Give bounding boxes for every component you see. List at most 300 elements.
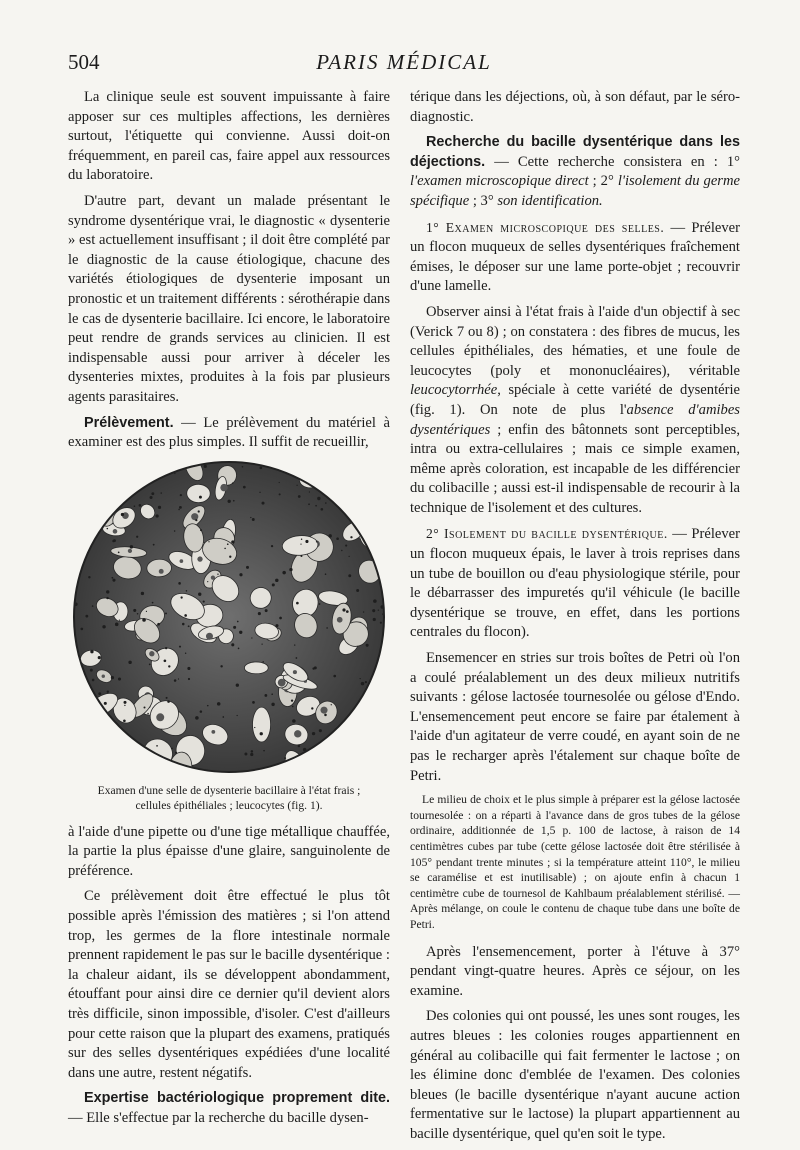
bacterium-dot [296, 657, 298, 659]
bacterium-dot [262, 501, 265, 504]
bacterium-dot [76, 727, 79, 730]
bacterium-dot [111, 577, 113, 579]
bacterium-dot [244, 752, 247, 755]
bacterium-dot [102, 625, 105, 628]
cell [347, 757, 367, 771]
bacterium-dot [300, 555, 302, 557]
bacterium-dot [271, 693, 273, 695]
bacterium-dot [130, 762, 132, 764]
bacterium-dot [373, 599, 377, 603]
bacterium-dot [326, 627, 328, 629]
bacterium-dot [90, 668, 93, 671]
bacterium-dot [137, 613, 139, 615]
bacterium-dot [208, 541, 209, 542]
paragraph: à l'aide d'une pipette ou d'une tige métallique chauffée, la partie la plus épaisse d'une glaire, sanguinolente de préférence. [68, 823, 390, 879]
bacterium-dot [342, 608, 345, 611]
cell-nucleus [159, 569, 164, 574]
bacterium-dot [156, 745, 158, 747]
bacterium-dot [379, 661, 381, 663]
bacterium-dot [252, 701, 255, 704]
bacterium-dot [165, 647, 167, 649]
bacterium-dot [203, 600, 205, 602]
bacterium-dot [112, 578, 115, 581]
bacterium-dot [157, 623, 160, 626]
cell-nucleus [376, 481, 384, 489]
bacterium-dot [373, 618, 376, 621]
cell-nucleus [197, 556, 202, 561]
bacterium-dot [259, 491, 260, 492]
bacterium-dot [312, 667, 314, 669]
bacterium-dot [263, 750, 265, 752]
bacterium-dot [167, 700, 170, 703]
bacterium-dot [271, 702, 274, 705]
cell-nucleus [306, 475, 311, 480]
bacterium-dot [171, 747, 173, 749]
bacterium-dot [356, 589, 359, 592]
bacterium-dot [96, 711, 98, 713]
bacterium-dot [160, 492, 162, 494]
bacterium-dot [261, 643, 262, 644]
figure-caption: Examen d'une selle de dysenterie bacillaire à l'état frais ; cellules épithéliales ; leucocytes (fig. 1). [97, 783, 361, 812]
bacterium-dot [237, 620, 239, 622]
paragraph: 1° Examen microscopique des selles. — Prélever un flocon muqueux de selles dysentériques fraîchement émises, le déposer sur une lame porte-objet ; recouvrir d'une lamelle. [410, 219, 740, 295]
bacterium-dot [128, 660, 131, 663]
bacterium-dot [164, 659, 167, 662]
bacterium-dot [184, 614, 187, 617]
bacterium-dot [149, 663, 151, 665]
bacterium-dot [150, 496, 153, 499]
bacterium-dot [220, 665, 222, 667]
paragraph: Prélèvement. — Le prélèvement du matériel à examiner est des plus simples. Il suffit de recueillir, [68, 414, 390, 451]
bacterium-dot [217, 573, 218, 574]
bacterium-dot [74, 467, 76, 469]
cell [295, 459, 324, 481]
cell [86, 727, 111, 752]
bacterium-dot [325, 573, 327, 575]
bacterium-dot [141, 479, 143, 481]
bacterium-dot [185, 652, 186, 653]
bacterium-dot [79, 528, 82, 531]
bacterium-dot [174, 679, 177, 682]
bacterium-dot [136, 767, 138, 769]
bacterium-dot [174, 530, 175, 531]
bacterium-dot [291, 699, 293, 701]
figure-microscope [68, 459, 390, 775]
bacterium-dot [136, 535, 138, 537]
bacterium-dot [251, 750, 254, 753]
bacterium-dot [142, 618, 146, 622]
subsection-heading: 2° Isolement du bacille dysentérique. [426, 526, 668, 542]
bacterium-dot [179, 506, 182, 509]
bacterium-dot [265, 609, 268, 612]
bacterium-dot [236, 683, 239, 686]
bacterium-dot [254, 727, 255, 728]
bacterium-dot [348, 574, 351, 577]
bacterium-dot [71, 641, 72, 643]
cell-nucleus [211, 730, 215, 734]
page-header [68, 50, 740, 80]
cell-nucleus [128, 548, 132, 552]
bacterium-dot [374, 491, 376, 493]
bacterium-dot [296, 601, 299, 604]
bacterium-dot [198, 592, 201, 595]
bacterium-dot [347, 494, 350, 497]
bacterium-dot [217, 702, 221, 706]
bacterium-dot [200, 710, 203, 713]
bacterium-dot [231, 540, 234, 543]
bacterium-dot [153, 543, 155, 545]
bacterium-dot [158, 464, 160, 466]
bacterium-dot [199, 495, 202, 498]
cell-nucleus [180, 559, 184, 563]
bacterium-dot [233, 626, 236, 629]
bacterium-dot [124, 704, 125, 705]
paragraph: Ce prélèvement doit être effectué le plus tôt possible après l'émission des matières ; si l'on attend trop, les germes de la flore intestinale normale prennent rapidement le pas sur le bacille dysentérique : la chaleur aidant, ils se développent abondamment, étouffant pour ainsi dire ce dernier qu'il devient alors très difficile, sinon impossible, d'isoler. C'est d'ailleurs pour cette raison que la plupart des examens, pratiqués sur des selles dysentériques expédiées d'une localité dans une autre, restent négatifs. [68, 888, 390, 1081]
bacterium-dot [180, 494, 182, 496]
bacterium-dot [360, 678, 361, 679]
bacterium-dot [195, 519, 197, 521]
bacterium-dot [165, 612, 167, 614]
bacterium-dot [93, 718, 96, 721]
paragraph: Après l'ensemencement, porter à l'étuve à 37° pendant vingt-quatre heures. Après ce séjour, on les examine. [410, 943, 740, 999]
bacterium-dot [198, 510, 200, 512]
cell-nucleus [191, 513, 198, 520]
bacterium-dot [243, 485, 246, 488]
bacterium-dot [271, 545, 273, 547]
paragraph: Ensemencer en stries sur trois boîtes de Petri où l'on a coulé préalablement un des deux milieux nutritifs suivants : gélose lactosée tournesolée ou gélose d'Endo. L'ensemencement peut encore se faire par étalement à l'aide d'un agitateur de verre coudé, en ayant soin de ne pas le recharger après l'étalement sur chaque boîte de Petri. [410, 650, 740, 784]
cell-nucleus [220, 484, 227, 491]
bacterium-dot [107, 528, 108, 529]
bacterium-dot [301, 538, 302, 539]
bacterium-dot [147, 712, 149, 714]
bacterium-dot [239, 630, 242, 633]
bacterium-dot [104, 763, 107, 766]
cell [253, 707, 271, 742]
bacterium-dot [175, 751, 177, 753]
bacterium-dot [348, 764, 350, 766]
bacterium-dot [350, 536, 352, 538]
cell [72, 472, 93, 496]
bacterium-dot [279, 482, 280, 483]
bacterium-dot [239, 573, 242, 576]
bacterium-dot [155, 769, 158, 772]
section-heading: Prélèvement. [84, 414, 174, 431]
bacterium-dot [348, 555, 349, 556]
bacterium-dot [282, 571, 285, 574]
bacterium-dot [195, 773, 197, 774]
bacterium-dot [71, 750, 72, 753]
bacterium-dot [98, 463, 102, 467]
cell [369, 468, 387, 502]
bacterium-dot [341, 549, 342, 550]
bacterium-dot [123, 701, 126, 704]
bacterium-dot [80, 627, 83, 630]
bacterium-dot [363, 611, 364, 612]
bacterium-dot [264, 694, 267, 697]
bacterium-dot [360, 467, 362, 469]
bacterium-dot [378, 609, 379, 610]
bacterium-dot [119, 619, 120, 620]
bacterium-dot [308, 503, 310, 505]
bacterium-dot [106, 597, 108, 599]
bacterium-dot [134, 505, 136, 507]
paragraph: Observer ainsi à l'état frais à l'aide d'un objectif à sec (Verick 7 ou 8) ; on constatera : des fibres de mucus, les cellules épithéliales, des hématies, et une foule de leucocytes (poly et mononucléaires), véritable leucocytorrhée, spéciale à cette variété de dysentérie (fig. 1). On note de plus l'absence d'amibes dysentériques ; enfin des bâtonnets sont perceptibles, intra ou extra-cellulaires ; mais ce simple examen, même après coloration, est incapable de les différencier du colibacille ; aussi est-il indispensable de recourir à la technique de l'isolement et des cultures. [410, 303, 740, 516]
cell [77, 737, 96, 774]
bacterium-dot [139, 504, 142, 507]
bacterium-dot [380, 621, 382, 623]
bacterium-dot [319, 729, 322, 732]
cell [187, 484, 211, 503]
bacterium-dot [222, 716, 224, 718]
bacterium-dot [357, 732, 360, 735]
bacterium-dot [188, 625, 190, 627]
right-column [410, 88, 740, 1150]
bacterium-dot [236, 715, 237, 716]
bacterium-dot [353, 768, 355, 770]
cell [362, 724, 387, 754]
paragraph: Recherche du bacille dysentérique dans les déjections. — Cette recherche consistera en : 1° l'examen microscopique direct ; 2° l'isolement du germe spécifique ; 3° son identification. [410, 134, 741, 209]
bacterium-dot [71, 609, 73, 611]
bacterium-dot [302, 469, 305, 472]
bacterium-dot [178, 582, 181, 585]
bacterium-dot [92, 678, 95, 681]
bacterium-dot [179, 645, 181, 647]
bacterium-dot [262, 661, 263, 662]
bacterium-dot [133, 609, 136, 612]
bacterium-dot [143, 706, 145, 708]
bacterium-dot [361, 682, 365, 686]
bacterium-dot [258, 612, 261, 615]
bacterium-dot [115, 622, 119, 626]
bacterium-dot [358, 756, 360, 758]
cell-nucleus [293, 670, 297, 674]
bacterium-dot [180, 464, 182, 466]
bacterium-dot [204, 464, 207, 467]
small-print-note: Le milieu de choix et le plus simple à préparer est la gélose lactosée tournesolée : on a réparti à l'avance dans de gros tubes de la gélose ordinaire, additionnée de 1,5 p. 100 de lactose, à raison de 14 centimètres cubes par tube (cette gélose lactosée doit être stérilisée à 105° pendant trente minutes ; si la température atteint 110°, le milieu se caramélise et est inutilisable) ; on ajoute enfin à chacun 1 centimètre cube de tournesol de Kahlbaum préalablement stérilisé. — Après mélange, on coule le contenu de chaque tube dans une boîte de Petri. [410, 793, 740, 931]
bacterium-dot [232, 482, 233, 483]
bacterium-dot [260, 466, 263, 469]
cell [81, 741, 110, 762]
bacterium-dot [156, 514, 159, 517]
bacterium-dot [146, 610, 147, 611]
paragraph: Des colonies qui ont poussé, les unes sont rouges, les autres bleues : les colonies rouges appartiennent en général au colibacille qui fait fermenter le lactose ; on les élimine donc d'emblée de l'examen. Des colonies bleues (le bacille dysentérique n'ayant aucune action fermentative sur le lactose) la plupart appartiennent au bacille dysentérique, quel qu'en soit le type. [410, 1008, 740, 1142]
paragraph: La clinique seule est souvent impuissante à faire apposer sur ces multiples affections, les dernières surtout, l'étiquette qui convienne. Aussi doit-on fréquemment, en pareil cas, faire appel aux ressources du laboratoire. [68, 89, 390, 184]
bacterium-dot [294, 644, 295, 645]
cell-nucleus [337, 617, 343, 623]
bacterium-dot [365, 459, 367, 461]
bacterium-dot [100, 487, 101, 488]
bacterium-dot [298, 745, 300, 747]
bacterium-dot [365, 681, 367, 683]
bacterium-dot [324, 713, 327, 716]
bacterium-dot [174, 473, 175, 474]
bacterium-dot [316, 541, 317, 542]
bacterium-dot [366, 643, 369, 646]
cell-nucleus [294, 730, 301, 737]
bacterium-dot [107, 690, 109, 692]
bacterium-dot [305, 540, 308, 543]
bacterium-dot [328, 493, 330, 495]
bacterium-dot [178, 508, 180, 510]
bacterium-dot [88, 516, 91, 519]
bacterium-dot [246, 566, 249, 569]
bacterium-dot [98, 656, 101, 659]
bacterium-dot [168, 665, 170, 667]
bacterium-dot [182, 622, 185, 625]
bacterium-dot [151, 492, 154, 495]
bacterium-dot [346, 610, 349, 613]
bacterium-dot [371, 735, 373, 737]
bacterium-dot [111, 676, 114, 679]
bacterium-dot [250, 517, 251, 518]
bacterium-dot [187, 667, 190, 670]
bacterium-dot [320, 462, 323, 465]
bacterium-dot [251, 637, 252, 638]
bacterium-dot [123, 719, 126, 722]
bacterium-dot [331, 704, 332, 705]
bacterium-dot [260, 732, 263, 735]
bacterium-dot [104, 702, 107, 705]
bacterium-dot [252, 518, 255, 521]
bacterium-dot [272, 583, 275, 586]
section-heading: Expertise bactériologique proprement dite. [84, 1090, 390, 1107]
bacterium-dot [300, 543, 301, 544]
bacterium-dot [233, 500, 235, 502]
bacterium-dot [118, 677, 121, 680]
bacterium-dot [72, 672, 74, 674]
page-number: 504 [68, 50, 100, 74]
bacterium-dot [132, 470, 133, 471]
bacterium-dot [92, 605, 94, 607]
bacterium-dot [195, 716, 199, 720]
bacterium-dot [333, 674, 336, 677]
bacterium-dot [93, 700, 96, 703]
bacterium-dot [279, 616, 282, 619]
bacterium-dot [130, 545, 133, 548]
paragraph: D'autre part, devant un malade présentant le syndrome dysentérique vrai, le diagnostic « dysenterie » est actuellement insuffisant ; il doit être complété par le diagnostic de la cause étiologique, chacune des variétés étiologiques de dysenterie imposant un pronostic et un traitement différents : sérothérapie dans le cas de dysenterie bacillaire. Ici encore, le laboratoire peut rendre de grands services au clinicien. Il est indispensable aussi pour arriver à déceler les dysenteries mixtes, produites à la fois par plusieurs agents parasitaires. [68, 192, 390, 405]
cell-nucleus [206, 632, 213, 639]
bacterium-dot [121, 513, 124, 516]
bacterium-dot [228, 499, 231, 502]
bacterium-dot [275, 624, 278, 627]
bacterium-dot [152, 601, 154, 603]
bacterium-dot [122, 752, 126, 756]
bacterium-dot [127, 473, 130, 476]
bacterium-dot [289, 568, 292, 571]
cell [358, 701, 383, 724]
bacterium-dot [188, 678, 190, 680]
bacterium-dot [71, 721, 72, 723]
bacterium-dot [85, 614, 88, 617]
bacterium-dot [242, 466, 244, 468]
bacterium-dot [207, 581, 208, 582]
bacterium-dot [298, 495, 301, 498]
bacterium-dot [311, 707, 313, 709]
bacterium-dot [174, 770, 177, 773]
paragraph: térique dans les déjections, où, à son défaut, par le séro-diagnostic. [410, 89, 740, 125]
bacterium-dot [279, 493, 281, 495]
cell-nucleus [361, 527, 368, 534]
cell-nucleus [102, 674, 105, 677]
bacterium-dot [229, 555, 231, 557]
cell [147, 559, 172, 577]
cell-nucleus [149, 651, 154, 656]
bacterium-dot [80, 754, 82, 756]
cell-nucleus [156, 713, 164, 721]
bacterium-dot [317, 496, 320, 499]
bacterium-dot [106, 590, 109, 593]
cell [93, 729, 126, 756]
bacterium-dot [90, 650, 93, 653]
bacterium-dot [319, 472, 321, 474]
cell [86, 729, 104, 746]
bacterium-dot [321, 508, 324, 511]
bacterium-dot [350, 472, 353, 475]
bacterium-dot [79, 543, 81, 545]
bacterium-dot [292, 719, 296, 723]
bacterium-dot [88, 702, 92, 706]
bacterium-dot [284, 757, 286, 759]
bacterium-dot [378, 517, 381, 520]
bacterium-dot [76, 772, 77, 773]
bacterium-dot [296, 484, 297, 485]
bacterium-dot [315, 505, 317, 507]
bacterium-dot [186, 590, 187, 591]
bacterium-dot [91, 489, 94, 492]
bacterium-dot [275, 578, 278, 581]
bacterium-dot [345, 544, 347, 546]
journal-title: PARIS MÉDICAL [316, 50, 492, 74]
bacterium-dot [319, 603, 321, 605]
bacterium-dot [308, 769, 310, 771]
bacterium-dot [143, 460, 146, 463]
bacterium-dot [118, 551, 120, 553]
bacterium-dot [250, 753, 253, 756]
paragraph: 2° Isolement du bacille dysentérique. — Prélever un flocon muqueux épais, le laver à trois reprises dans un tube de bouillon ou d'eau physiologique stérile, pour le débarrasser des impuretés qu'il véhicule (le bacille dysentérique se trouve, en effet, dans les portions centrales du flocon). [410, 526, 740, 641]
bacterium-dot [111, 492, 113, 494]
bacterium-dot [319, 752, 322, 755]
bacterium-dot [325, 502, 327, 504]
bacterium-dot [141, 591, 144, 594]
bacterium-dot [367, 496, 370, 499]
bacterium-dot [98, 692, 101, 695]
paragraph: Expertise bactériologique proprement dite. — Elle s'effectue par la recherche du bacille dysen- [68, 1090, 390, 1126]
cell [94, 459, 132, 483]
bacterium-dot [328, 534, 331, 537]
bacterium-dot [224, 547, 226, 549]
cell [91, 723, 115, 747]
left-column [68, 88, 390, 1135]
bacterium-dot [166, 697, 168, 699]
bacterium-dot [112, 539, 115, 542]
bacterium-dot [363, 478, 364, 479]
bacterium-dot [335, 467, 337, 469]
bacterium-dot [207, 705, 209, 707]
bacterium-dot [312, 732, 315, 735]
bacterium-dot [238, 647, 240, 649]
cell-nucleus [368, 712, 372, 716]
bacterium-dot [178, 678, 179, 679]
cell-nucleus [306, 462, 310, 466]
bacterium-dot [372, 609, 375, 612]
bacterium-dot [327, 744, 330, 747]
bacterium-dot [292, 705, 294, 707]
bacterium-dot [88, 576, 90, 578]
cell-nucleus [113, 529, 118, 534]
subsection-heading: 1° Examen microscopique des selles. [426, 219, 665, 235]
bacterium-dot [227, 543, 229, 545]
cell [87, 494, 107, 515]
